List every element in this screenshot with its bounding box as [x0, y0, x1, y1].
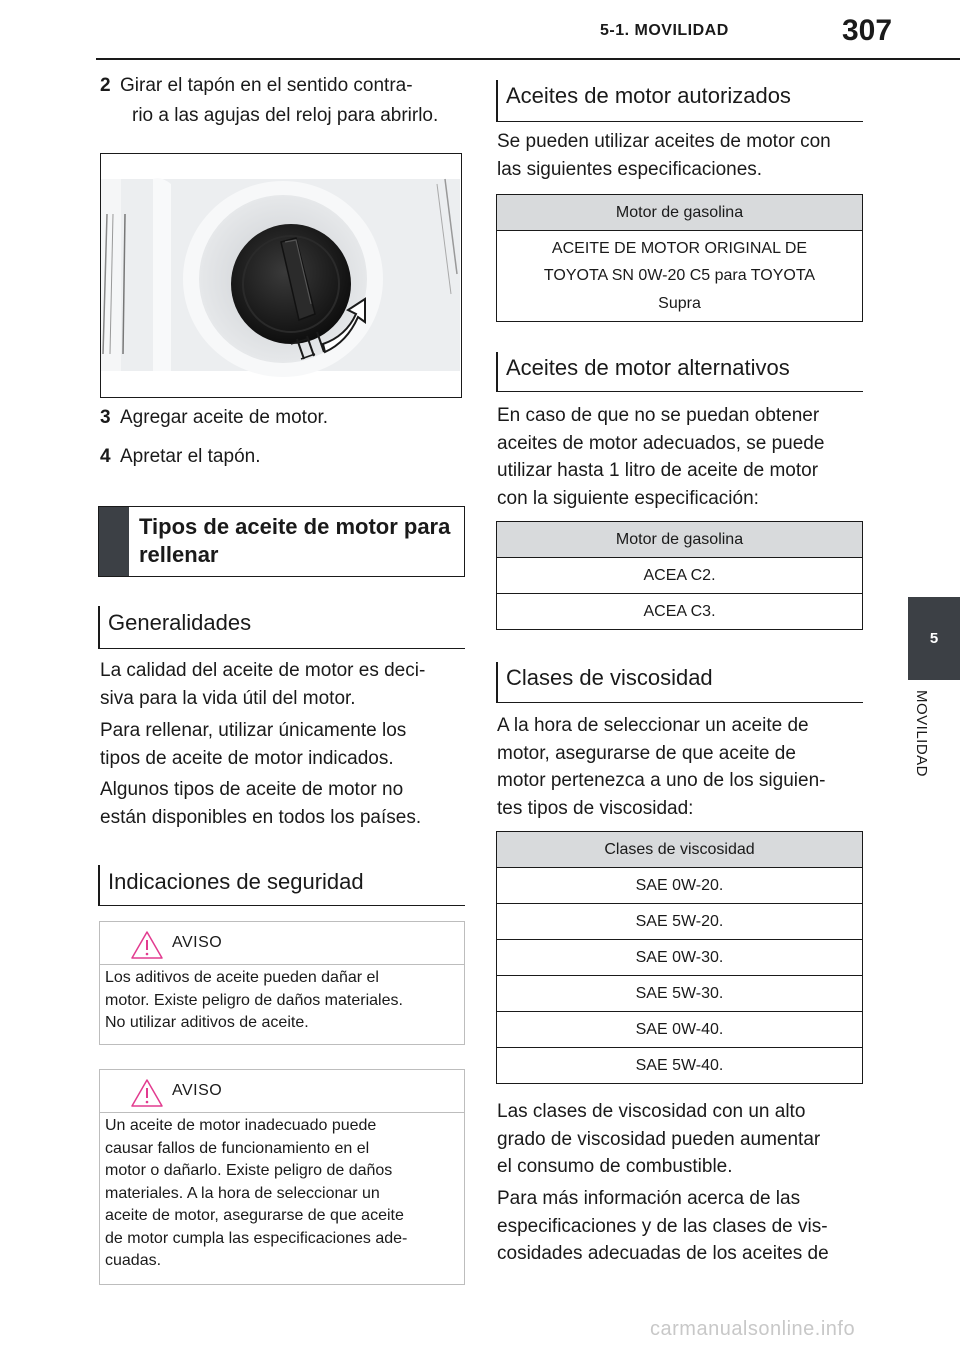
text-line: No utilizar aditivos de aceite.: [105, 1014, 309, 1031]
text-line: La calidad del aceite de motor es deci-: [100, 660, 426, 681]
section-heading: [98, 506, 465, 577]
step-text: Apretar el tapón.: [120, 446, 261, 467]
step-text-line1: Girar el tapón en el sentido contra-: [120, 75, 413, 96]
paragraph: [497, 128, 831, 183]
text-line: Un aceite de motor inadecuado puede: [105, 1117, 377, 1134]
viscosity-table: [496, 831, 863, 1084]
chapter-label: MOVILIDAD: [913, 690, 930, 778]
warning-title: AVISO: [172, 1082, 223, 1099]
warning-body: [105, 967, 456, 1035]
table-cell: [497, 231, 863, 322]
text-line: utilizar hasta 1 litro de aceite de motor: [497, 460, 819, 481]
text-line: tes tipos de viscosidad:: [497, 797, 694, 819]
paragraph: [100, 776, 421, 831]
section-heading-line2: rellenar: [139, 542, 219, 567]
text-line: A la hora de seleccionar un aceite de: [497, 715, 809, 736]
paragraph: [497, 402, 824, 512]
text-line: Las clases de viscosidad con un alto: [497, 1101, 806, 1122]
warning-title: AVISO: [172, 934, 223, 951]
subheading-seguridad: [98, 857, 465, 906]
text-line: las siguientes especificaciones.: [497, 158, 763, 180]
subheading-alternativos: [496, 344, 863, 392]
step-number: 3: [100, 407, 111, 428]
heading-bar: [99, 507, 129, 576]
subheading-text: Indicaciones de seguridad: [108, 869, 364, 894]
text-line: En caso de que no se puedan obtener: [497, 405, 820, 426]
subheading-text: Generalidades: [108, 610, 252, 635]
warning-triangle-icon: [130, 930, 164, 960]
text-line: motor. Existe peligro de daños materiales.: [105, 991, 403, 1009]
paragraph: [100, 717, 406, 772]
step-number: 4: [100, 446, 111, 467]
text-line: grado de viscosidad pueden aumentar: [497, 1128, 821, 1150]
text-line: motor, asegurarse de que aceite de: [497, 742, 796, 764]
table-cell: SAE 0W-40.: [497, 1012, 863, 1048]
chapter-tab[interactable]: [908, 597, 960, 680]
oil-filler-cap-illustration: [101, 154, 460, 396]
subheading-text: Aceites de motor autorizados: [506, 83, 791, 108]
table-header: Motor de gasolina: [497, 522, 863, 558]
subheading-generalidades: [98, 598, 465, 649]
text-line: especificaciones y de las clases de vis-: [497, 1215, 828, 1237]
text-line: están disponibles en todos los países.: [100, 806, 422, 828]
step-3: [100, 404, 328, 432]
step-text: Agregar aceite de motor.: [120, 407, 329, 428]
text-line: con la siguiente especificación:: [497, 487, 759, 509]
step-number: 2: [100, 75, 111, 96]
step-2-line2: rio a las agujas del reloj para abrirlo.: [132, 105, 439, 126]
subheading-text: Clases de viscosidad: [506, 665, 713, 690]
table-cell: SAE 0W-30.: [497, 940, 863, 976]
text-line: Para más información acerca de las: [497, 1188, 801, 1209]
section-heading-line1: Tipos de aceite de motor para: [139, 514, 451, 539]
table-cell: SAE 5W-40.: [497, 1048, 863, 1084]
text-line: materiales. A la hora de seleccionar un: [105, 1184, 380, 1202]
table-cell: ACEA C3.: [497, 594, 863, 630]
text-line: de motor cumpla las especificaciones ade-: [105, 1229, 408, 1247]
table-header: Clases de viscosidad: [497, 832, 863, 868]
paragraph: [497, 1185, 829, 1268]
step-2: [100, 72, 413, 100]
warning-box: [99, 921, 465, 1045]
warning-triangle-icon: [130, 1078, 164, 1108]
text-line: cuadas.: [105, 1252, 162, 1269]
text-line: Algunos tipos de aceite de motor no: [100, 779, 404, 800]
text-line: Los aditivos de aceite pueden dañar el: [105, 969, 379, 986]
text-line: cosidades adecuadas de los aceites de: [497, 1243, 829, 1264]
table-cell: SAE 0W-20.: [497, 868, 863, 904]
section-title: 5-1. MOVILIDAD: [600, 22, 729, 39]
text-line: aceite de motor, asegurarse de que aceite: [105, 1207, 404, 1224]
text-line: tipos de aceite de motor indicados.: [100, 747, 394, 769]
paragraph: [497, 712, 825, 822]
warning-box: [99, 1069, 465, 1285]
table-cell: SAE 5W-20.: [497, 904, 863, 940]
authorized-oils-table: [496, 194, 863, 322]
text-line: aceites de motor adecuados, se puede: [497, 432, 825, 454]
text-line: motor o dañarlo. Existe peligro de daños: [105, 1162, 393, 1179]
warning-body: [105, 1115, 456, 1273]
subheading-autorizados: [496, 72, 863, 122]
text-line: ACEITE DE MOTOR ORIGINAL DE: [551, 239, 808, 257]
oil-cap-figure: [100, 153, 462, 398]
text-line: TOYOTA SN 0W-20 C5 para TOYOTA: [543, 267, 816, 285]
table-cell: SAE 5W-30.: [497, 976, 863, 1012]
page-number: 307: [842, 14, 893, 47]
table-header: Motor de gasolina: [497, 195, 863, 231]
chapter-number: 5: [929, 630, 939, 647]
text-line: Supra: [658, 294, 701, 312]
paragraph: [497, 1098, 820, 1181]
step-4: [100, 443, 260, 471]
text-line: causar fallos de funcionamiento en el: [105, 1139, 370, 1157]
subheading-viscosidad: [496, 654, 863, 703]
subheading-text: Aceites de motor alternativos: [506, 355, 790, 380]
text-line: siva para la vida útil del motor.: [100, 687, 356, 709]
text-line: el consumo de combustible.: [497, 1156, 733, 1177]
alternative-oils-table: [496, 521, 863, 630]
table-cell: ACEA C2.: [497, 558, 863, 594]
paragraph: [100, 657, 425, 712]
text-line: Para rellenar, utilizar únicamente los: [100, 720, 407, 741]
header-rule: [96, 58, 960, 60]
text-line: Se pueden utilizar aceites de motor con: [497, 131, 831, 152]
watermark: carmanualsonline.info: [650, 1318, 856, 1340]
text-line: motor pertenezca a uno de los siguien-: [497, 770, 826, 791]
